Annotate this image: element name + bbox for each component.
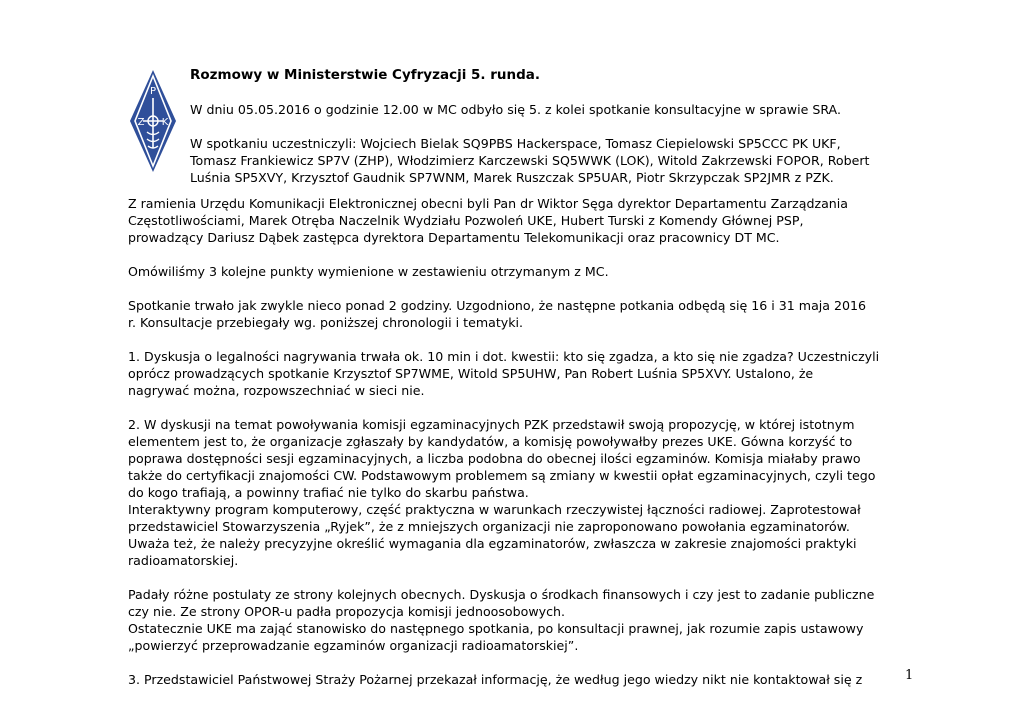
intro-line: W dniu 05.05.2016 o godzinie 12.00 w MC odbyło się 5. z kolei spotkanie konsultacyjne w sprawie SRA. xyxy=(190,102,841,117)
paragraph-line: Omówiliśmy 3 kolejne punkty wymienione w zestawieniu otrzymanym z MC. xyxy=(128,264,609,279)
paragraph-gap xyxy=(128,280,928,297)
paragraph xyxy=(128,195,928,246)
paragraph-line: przedstawiciel Stowarzyszenia „Ryjek”, że z mniejszych organizacji nie zaproponowano powołania egzaminatorów. xyxy=(128,519,850,534)
paragraph-line: 1. Dyskusja o legalności nagrywania trwała ok. 10 min i dot. kwestii: kto się zgadza, a kto się nie zgadza? Uczestniczyli xyxy=(128,349,880,364)
paragraph-line: Ostatecznie UKE ma zająć stanowisko do następnego spotkania, po konsultacji prawnej, jak rozumie zapis ustawowy xyxy=(128,621,864,636)
paragraph-line: radioamatorskiej. xyxy=(128,553,239,568)
paragraph-gap xyxy=(128,654,928,671)
document-title: Rozmowy w Ministerstwie Cyfryzacji 5. runda. xyxy=(190,67,541,83)
participants-line: W spotkaniu uczestniczyli: Wojciech Bielak SQ9PBS Hackerspace, Tomasz Ciepielowski SP5CCC PK UKF, xyxy=(190,136,841,151)
paragraph xyxy=(128,416,928,569)
paragraph-line: Z ramienia Urzędu Komunikacji Elektronicznej obecni byli Pan dr Wiktor Sęga dyrektor Departamentu Zarządzania xyxy=(128,196,848,211)
paragraph-line: elementem jest to, że organizacje zgłaszały by kandydatów, a komisję powoływałby prezes UKE. Gówna korzyść to xyxy=(128,434,853,449)
paragraph-gap xyxy=(128,399,928,416)
paragraph-line: oprócz prowadzących spotkanie Krzysztof SP7WME, Witold SP5UHW, Pan Robert Luśnia SP5XVY. Ustalono, że xyxy=(128,366,814,381)
paragraph-gap xyxy=(128,331,928,348)
paragraph-line: „powierzyć przeprowadzanie egzaminów organizacji radioamatorskiej”. xyxy=(128,638,579,653)
participants-line: Tomasz Frankiewicz SP7V (ZHP), Włodzimierz Karczewski SQ5WWK (LOK), Witold Zakrzewski FOPOR, Robert xyxy=(190,153,870,168)
pzk-logo-icon xyxy=(128,68,178,174)
document-body xyxy=(128,195,928,688)
paragraph-gap xyxy=(128,246,928,263)
paragraph xyxy=(128,671,928,688)
paragraph xyxy=(128,297,928,331)
paragraph-gap xyxy=(128,569,928,586)
paragraph-line: Uważa też, że należy precyzyjne określić wymagania dla egzaminatorów, zwłaszcza w zakresie znajomości praktyki xyxy=(128,536,857,551)
participants-line: Luśnia SP5XVY, Krzysztof Gaudnik SP7WNM, Marek Ruszczak SP5UAR, Piotr Skrzypczak SP2JMR z PZK. xyxy=(190,170,834,185)
paragraph-line: czy nie. Ze strony OPOR-u padła propozycja komisji jednoosobowych. xyxy=(128,604,565,619)
paragraph-line: Spotkanie trwało jak zwykle nieco ponad 2 godziny. Uzgodniono, że następne potkania odbędą się 16 i 31 maja 2016 xyxy=(128,298,867,313)
paragraph-line: także do certyfikacji znajomości CW. Podstawowym problemem są zmiany w kwestii opłat egzaminacyjnych, czyli tego xyxy=(128,468,876,483)
paragraph xyxy=(128,263,928,280)
logo-letter-z: Z xyxy=(137,117,145,128)
paragraph-line: nagrywać można, rozpowszechniać w sieci nie. xyxy=(128,383,425,398)
paragraph-line: 3. Przedstawiciel Państwowej Straży Pożarnej przekazał informację, że według jego wiedzy nikt nie kontaktował się z xyxy=(128,672,863,687)
page-number: 1 xyxy=(905,668,914,683)
paragraph-line: Częstotliwościami, Marek Otręba Naczelnik Wydziału Pozwoleń UKE, Hubert Turski z Komendy Głównej PSP, xyxy=(128,213,804,228)
paragraph-line: Padały różne postulaty ze strony kolejnych obecnych. Dyskusja o środkach finansowych i czy jest to zadanie publiczne xyxy=(128,587,875,602)
paragraph xyxy=(128,586,928,654)
paragraph-line: prowadzący Dariusz Dąbek zastępca dyrektora Departamentu Telekomunikacji oraz pracownicy DT MC. xyxy=(128,230,780,245)
paragraph-line: do kogo trafiają, a powinny trafiać nie tylko do skarbu państwa. xyxy=(128,485,529,500)
paragraph-line: 2. W dyskusji na temat powoływania komisji egzaminacyjnych PZK przedstawił swoją propozycję, w której istotnym xyxy=(128,417,855,432)
paragraph-line: r. Konsultacje przebiegały wg. poniższej chronologii i tematyki. xyxy=(128,315,524,330)
header-block xyxy=(190,67,920,186)
paragraph-line: poprawa dostępności sesji egzaminacyjnych, a liczba podobna do obecnej ilości egzaminów. Komisja miałaby prawo xyxy=(128,451,861,466)
paragraph xyxy=(128,348,928,399)
logo-letter-k: K xyxy=(161,117,169,128)
paragraph-line: Interaktywny program komputerowy, część praktyczna w warunkach rzeczywistej łączności radiowej. Zaprotestował xyxy=(128,502,861,517)
logo-letter-p: P xyxy=(149,86,157,97)
